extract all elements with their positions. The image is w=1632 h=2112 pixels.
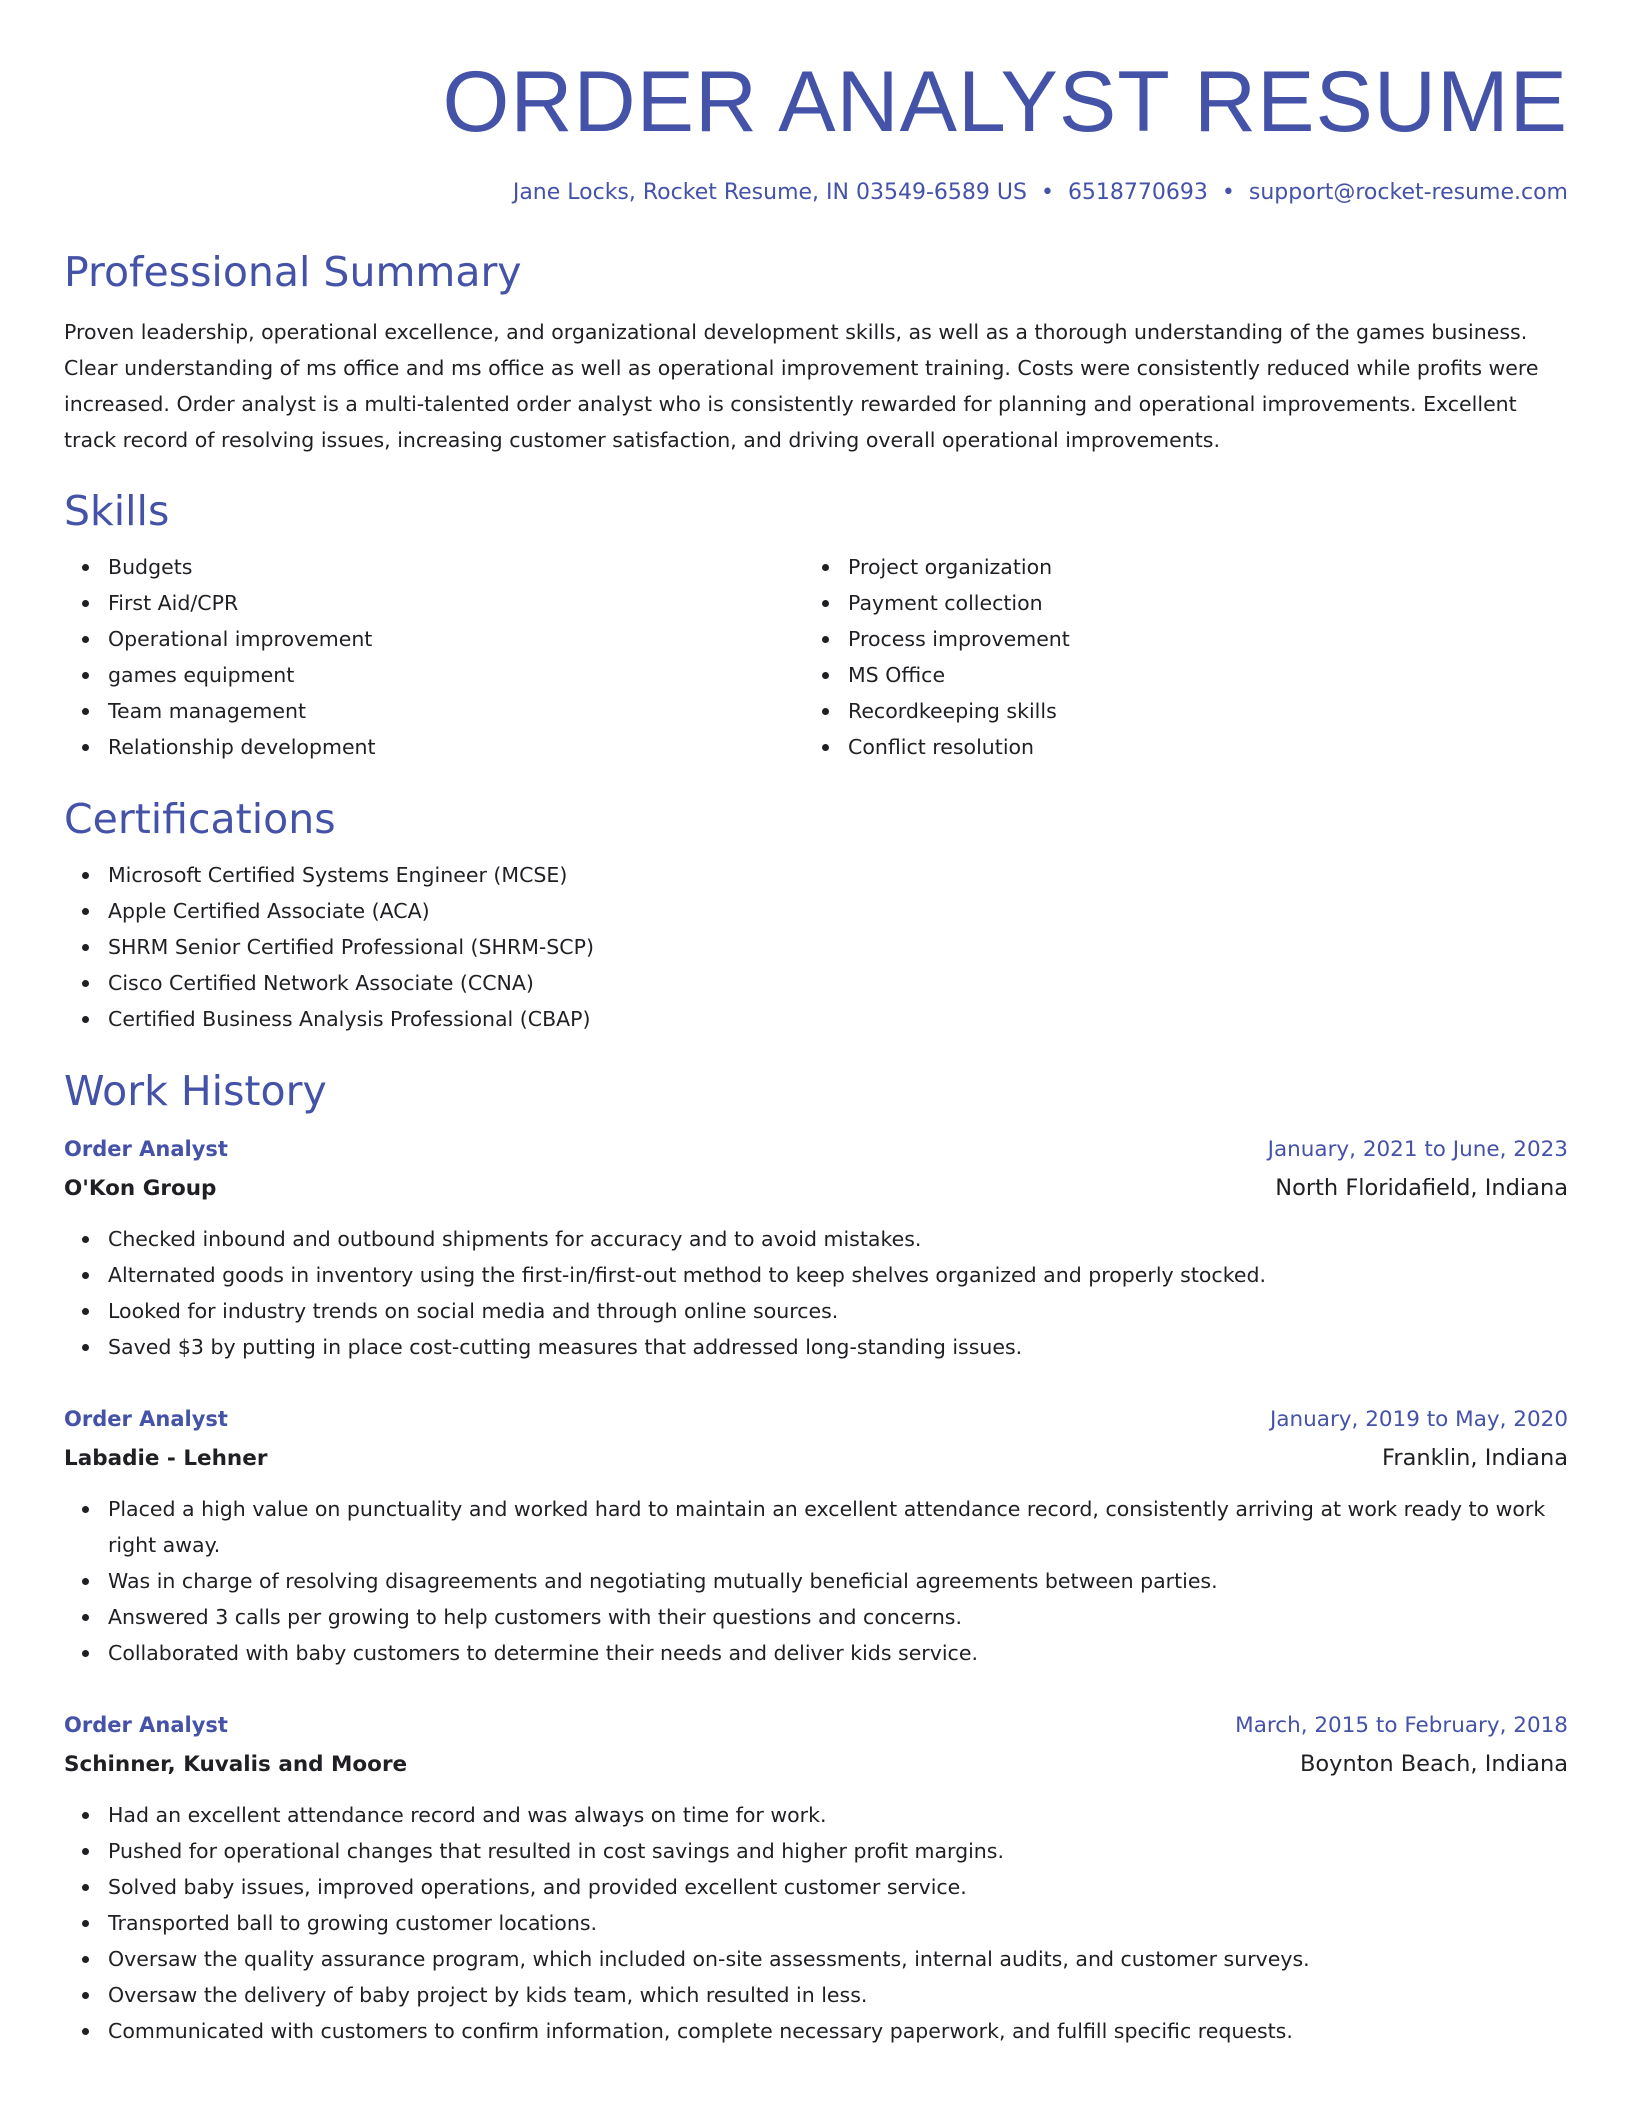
skill-item: MS Office	[804, 657, 1544, 693]
job-title: Order Analyst	[64, 1713, 228, 1737]
job-company: Labadie - Lehner	[64, 1446, 268, 1471]
separator-dot: •	[1040, 180, 1054, 205]
job-entry	[64, 1401, 1568, 1671]
summary-heading: Professional Summary	[64, 248, 522, 296]
skill-item: games equipment	[64, 657, 804, 693]
certifications-heading: Certifications	[64, 795, 336, 843]
job-entry	[64, 1707, 1568, 2049]
job-company: O'Kon Group	[64, 1176, 217, 1201]
job-location: Boynton Beach, Indiana	[1299, 1751, 1568, 1777]
job-title: Order Analyst	[64, 1137, 228, 1161]
contact-address: Jane Locks, Rocket Resume, IN 03549-6589 US	[512, 180, 1027, 205]
job-dates: January, 2019 to May, 2020	[1270, 1407, 1568, 1432]
contact-phone: 6518770693	[1067, 180, 1208, 205]
job-bullet: Pushed for operational changes that resulted in cost savings and higher profit margins.	[64, 1833, 1568, 1869]
job-bullets	[64, 1491, 1568, 1671]
skill-item: Budgets	[64, 549, 804, 585]
skills-list-left	[64, 549, 804, 765]
certifications-list	[64, 857, 1568, 1037]
job-title: Order Analyst	[64, 1407, 228, 1431]
job-bullet: Checked inbound and outbound shipments for accuracy and to avoid mistakes.	[64, 1221, 1568, 1257]
job-company: Schinner, Kuvalis and Moore	[64, 1752, 408, 1777]
certification-item: Apple Certified Associate (ACA)	[64, 893, 1568, 929]
job-bullet: Looked for industry trends on social media and through online sources.	[64, 1293, 1568, 1329]
job-location: North Floridafield, Indiana	[1275, 1175, 1568, 1201]
job-bullet: Solved baby issues, improved operations, and provided excellent customer service.	[64, 1869, 1568, 1905]
job-bullet: Had an excellent attendance record and was always on time for work.	[64, 1797, 1568, 1833]
job-dates: January, 2021 to June, 2023	[1267, 1137, 1568, 1162]
job-bullet: Answered 3 calls per growing to help customers with their questions and concerns.	[64, 1599, 1568, 1635]
skill-item: Conflict resolution	[804, 729, 1544, 765]
resume-title: ORDER ANALYST RESUME	[442, 54, 1568, 150]
skill-item: Relationship development	[64, 729, 804, 765]
job-bullet: Saved $3 by putting in place cost-cutting measures that addressed long-standing issues.	[64, 1329, 1568, 1365]
job-bullets	[64, 1221, 1568, 1365]
skill-item: Recordkeeping skills	[804, 693, 1544, 729]
skills-grid	[64, 549, 1568, 765]
summary-text: Proven leadership, operational excellence, and organizational development skills, as well as a thorough understanding of the games business. Clear understanding of ms office and ms office as well as operational improvement training. Costs were consistently reduced while profits were increased. Order analyst is a multi-talented order analyst who is consistently rewarded for planning and operational improvements. Excellent track record of resolving issues, increasing customer satisfaction, and driving overall operational improvements.	[64, 320, 1539, 452]
job-dates: March, 2015 to February, 2018	[1235, 1713, 1568, 1738]
skill-item: First Aid/CPR	[64, 585, 804, 621]
job-bullet: Oversaw the delivery of baby project by kids team, which resulted in less.	[64, 1977, 1568, 2013]
job-bullet: Placed a high value on punctuality and worked hard to maintain an excellent attendance record, consistently arriving at work ready to work right away.	[64, 1491, 1568, 1563]
skill-item: Process improvement	[804, 621, 1544, 657]
separator-dot: •	[1221, 180, 1235, 205]
job-bullet: Communicated with customers to confirm information, complete necessary paperwork, and fulfill specific requests.	[64, 2013, 1568, 2049]
job-bullet: Was in charge of resolving disagreements and negotiating mutually beneficial agreements between parties.	[64, 1563, 1568, 1599]
job-bullets	[64, 1797, 1568, 2049]
certification-item: Cisco Certified Network Associate (CCNA)	[64, 965, 1568, 1001]
skill-item: Team management	[64, 693, 804, 729]
contact-email: support@rocket-resume.com	[1248, 180, 1568, 205]
work-history-heading: Work History	[64, 1067, 327, 1115]
job-entry	[64, 1131, 1568, 1365]
skill-item: Operational improvement	[64, 621, 804, 657]
job-bullet: Collaborated with baby customers to determine their needs and deliver kids service.	[64, 1635, 1568, 1671]
skill-item: Payment collection	[804, 585, 1544, 621]
certification-item: SHRM Senior Certified Professional (SHRM-SCP)	[64, 929, 1568, 965]
skill-item: Project organization	[804, 549, 1544, 585]
contact-line	[64, 178, 1568, 208]
job-bullet: Alternated goods in inventory using the first-in/first-out method to keep shelves organized and properly stocked.	[64, 1257, 1568, 1293]
certification-item: Certified Business Analysis Professional (CBAP)	[64, 1001, 1568, 1037]
job-location: Franklin, Indiana	[1382, 1445, 1568, 1471]
skills-heading: Skills	[64, 487, 170, 535]
job-bullet: Oversaw the quality assurance program, which included on-site assessments, internal audits, and customer surveys.	[64, 1941, 1568, 1977]
certification-item: Microsoft Certified Systems Engineer (MCSE)	[64, 857, 1568, 893]
job-bullet: Transported ball to growing customer locations.	[64, 1905, 1568, 1941]
skills-list-right	[804, 549, 1544, 765]
